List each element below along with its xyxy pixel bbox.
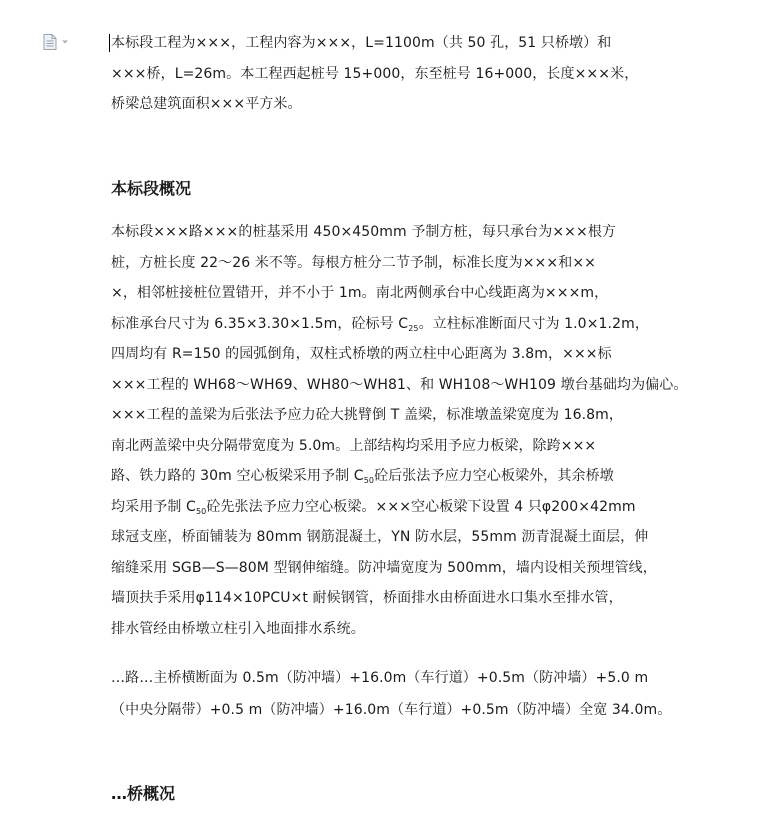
paragraph-line: 排水管经由桥墩立柱引入地面排水系统。: [111, 620, 365, 637]
subscript: 25: [408, 323, 419, 333]
text-run: 均采用予制 C: [111, 498, 196, 515]
paragraph-line: 墙顶扶手采用φ114×10PCU×t 耐候钢管，桥面排水由桥面进水口集水至排水管，: [111, 590, 623, 606]
subscript: 50: [195, 506, 207, 516]
chevron-down-icon: [61, 39, 69, 45]
paragraph-line: ×××桥，L=26m。本工程西起桩号 15+000，东至桩号 16+000，长度×××米，: [111, 65, 639, 82]
subscript: 50: [363, 476, 375, 485]
paragraph-line: （中央分隔带）+0.5 m（防冲墙）+16.0m（车行道）+0.5m（防冲墙）全宽 34.0m。: [111, 702, 672, 718]
paragraph-line: ×××工程的盖梁为后张法予应力砼大挑臂倒 T 盖梁，标准墩盖梁宽度为 16.8m，: [111, 407, 624, 423]
cross-section-paragraph[interactable]: [111, 662, 671, 726]
section-heading-bridge: …桥概况: [111, 784, 176, 803]
document-icon: [43, 34, 57, 50]
paragraph-line: [111, 461, 671, 492]
paragraph-line: 桥梁总建筑面积×××平方米。: [111, 96, 302, 112]
text-run: 标准承台尺寸为 6.35×3.30×1.5m，砼标号 C: [111, 315, 409, 332]
text-cursor: [109, 34, 110, 52]
paragraph-line: [111, 492, 671, 523]
paragraph-line: 本标段工程为×××，工程内容为×××，L=1100m（共 50 孔，51 只桥墩）和: [111, 35, 612, 51]
section-heading-overview: 本标段概况: [111, 179, 192, 198]
intro-paragraph[interactable]: [111, 28, 671, 120]
document-menu-button[interactable]: [43, 34, 69, 50]
paragraph-line: 球冠支座，桥面铺装为 80mm 钢筋混凝土，YN 防水层，55mm 沥青混凝土面层，伸: [111, 529, 649, 545]
paragraph-line: [111, 309, 671, 340]
text-run: 砼后张法予应力空心板梁外，其余桥墩: [374, 468, 614, 484]
paragraph-line: 四周均有 R=150 的园弧倒角，双柱式桥墩的两立柱中心距离为 3.8m，×××标: [111, 346, 612, 362]
paragraph-line: 缩缝采用 SGB—S—80M 型钢伸缩缝。防冲墙宽度为 500mm，墙内设相关预埋管线，: [111, 559, 657, 576]
overview-paragraph[interactable]: [111, 217, 688, 644]
paragraph-line: 桩，方桩长度 22～26 米不等。每根方桩分二节予制，标准长度为×××和××: [111, 254, 596, 271]
text-run: 砼先张法予应力空心板梁。×××空心板梁下设置 4 只φ200×42mm: [206, 498, 636, 515]
paragraph-line: …路…主桥横断面为 0.5m（防冲墙）+16.0m（车行道）+0.5m（防冲墙）+5.0 m: [111, 670, 649, 686]
paragraph-line: ×××工程的 WH68～WH69、WH80～WH81、和 WH108～WH109 墩台基础均为偏心。: [111, 376, 688, 393]
text-run: 路、铁力路的 30m 空心板梁采用予制 C: [111, 468, 364, 484]
paragraph-line: 本标段×××路×××的桩基采用 450×450mm 予制方桩，每只承台为×××根方: [111, 224, 617, 240]
paragraph-line: 南北两盖梁中央分隔带宽度为 5.0m。上部结构均采用予应力板梁，除跨×××: [111, 437, 597, 454]
paragraph-line: ×，相邻桩接桩位置错开，并不小于 1m。南北两侧承台中心线距离为×××m，: [111, 285, 609, 301]
text-run: 。立柱标准断面尺寸为 1.0×1.2m，: [418, 315, 649, 332]
